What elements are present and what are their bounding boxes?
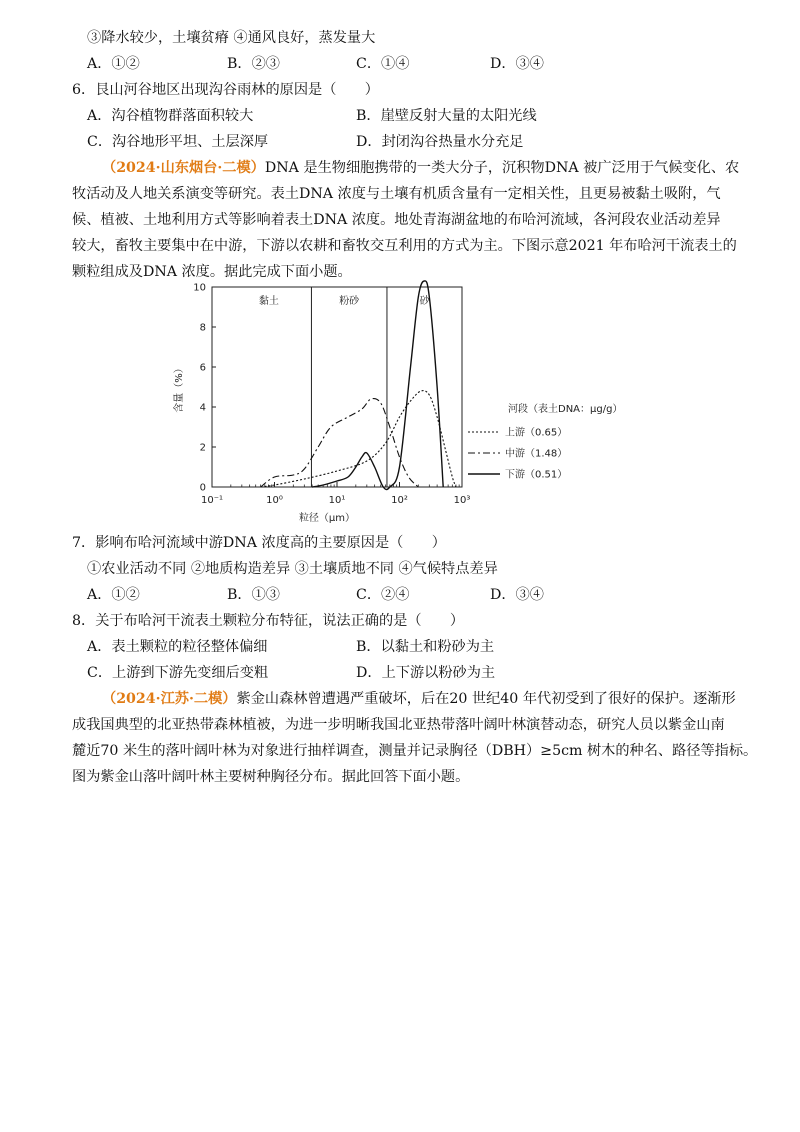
x-tick-label: 10¹ bbox=[328, 495, 346, 506]
zone-label-3: 砂 bbox=[419, 296, 430, 307]
legend-title: 河段（表土DNA：μg/g） bbox=[508, 404, 623, 415]
series-line-3 bbox=[312, 281, 443, 490]
y-tick-label: 6 bbox=[199, 362, 206, 374]
y-axis-label: 含量（%） bbox=[174, 363, 185, 413]
y-tick-label: 10 bbox=[193, 282, 206, 294]
passage2-line-1: （2024·江苏·二模）紫金山森林曾遭遇严重破坏，后在20 世纪40 年代初受到了很好的保护。逐渐形 bbox=[102, 691, 736, 707]
x-tick-label: 10³ bbox=[453, 495, 471, 506]
passage2-line-2: 成我国典型的北亚热带森林植被，为进一步明晰我国北亚热带落叶阔叶林演替动态，研究人员以紫金山南 bbox=[72, 717, 725, 733]
q6-stem: 6．艮山河谷地区出现沟谷雨林的原因是（ ） bbox=[72, 82, 379, 98]
series-line-1 bbox=[261, 391, 456, 487]
chart-axes bbox=[172, 283, 470, 525]
y-tick-label: 8 bbox=[199, 322, 206, 334]
chart-legend bbox=[468, 402, 622, 481]
zone-label-2: 粉砂 bbox=[339, 296, 360, 307]
x-tick-label: 10⁻¹ bbox=[200, 495, 224, 506]
passage2-source: （2024·江苏·二模） bbox=[102, 691, 237, 707]
passage1-source: （2024·山东烟台·二模） bbox=[102, 160, 265, 176]
q8-option-b[interactable]: B．以黏土和粉砂为主 bbox=[356, 639, 495, 655]
y-tick-label: 4 bbox=[199, 402, 206, 414]
q5-option-b[interactable]: B．②③ bbox=[227, 56, 280, 72]
grain-size-chart bbox=[0, 0, 800, 540]
q8-stem: 8．关于布哈河干流表土颗粒分布特征，说法正确的是（ ） bbox=[72, 613, 465, 629]
q7-option-c[interactable]: C．②④ bbox=[356, 587, 410, 603]
q6-option-a[interactable]: A．沟谷植物群落面积较大 bbox=[87, 108, 254, 124]
legend-entry-3: 下游（0.51） bbox=[505, 469, 568, 481]
q6-option-c[interactable]: C．沟谷地形平坦、土层深厚 bbox=[87, 134, 269, 150]
passage1-line-3: 候、植被、土地利用方式等影响着表土DNA 浓度。地处青海湖盆地的布哈河流域，各河段农业活动差异 bbox=[72, 212, 721, 228]
zone-label-1: 黏土 bbox=[258, 296, 279, 307]
q5-option-c[interactable]: C．①④ bbox=[356, 56, 410, 72]
plot-frame bbox=[212, 287, 462, 487]
q7-sub-statements: ①农业活动不同 ②地质构造差异 ③土壤质地不同 ④气候特点差异 bbox=[87, 561, 498, 577]
series-line-2 bbox=[261, 399, 419, 487]
passage1-line-2: 牧活动及人地关系演变等研究。表土DNA 浓度与土壤有机质含量有一定相关性，且更易被黏土吸附，气 bbox=[72, 186, 721, 202]
q6-option-d[interactable]: D．封闭沟谷热量水分充足 bbox=[356, 134, 524, 150]
passage2-line-3: 麓近70 米生的落叶阔叶林为对象进行抽样调查，测量并记录胸径（DBH）≥5cm 树木的种名、路径等指标。 bbox=[72, 743, 758, 759]
y-tick-label: 0 bbox=[199, 482, 206, 494]
legend-entry-2: 中游（1.48） bbox=[505, 448, 568, 460]
q5-option-a[interactable]: A．①② bbox=[87, 56, 140, 72]
x-tick-label: 10⁰ bbox=[266, 495, 283, 506]
passage1-line-4: 较大，畜牧主要集中在中游，下游以农耕和畜牧交互利用的方式为主。下图示意2021 年布哈河干流表土的 bbox=[72, 238, 737, 254]
q7-option-a[interactable]: A．①② bbox=[87, 587, 140, 603]
q7-option-d[interactable]: D．③④ bbox=[490, 587, 544, 603]
q7-option-b[interactable]: B．①③ bbox=[227, 587, 280, 603]
chart-series bbox=[258, 281, 456, 490]
passage1-line-1: （2024·山东烟台·二模）DNA 是生物细胞携带的一类大分子，沉积物DNA 被广泛用于气候变化、农 bbox=[102, 160, 740, 176]
y-tick-label: 2 bbox=[199, 442, 206, 454]
q8-option-a[interactable]: A．表土颗粒的粒径整体偏细 bbox=[87, 639, 268, 655]
passage1-line-5: 颗粒组成及DNA 浓度。据此完成下面小题。 bbox=[72, 264, 352, 280]
x-axis-label: 粒径（μm） bbox=[298, 513, 356, 524]
passage2-line-4: 图为紫金山落叶阔叶林主要树种胸径分布。据此回答下面小题。 bbox=[72, 769, 470, 785]
q8-option-d[interactable]: D．上下游以粉砂为主 bbox=[356, 665, 496, 681]
x-tick-label: 10² bbox=[391, 495, 408, 506]
legend-entry-1: 上游（0.65） bbox=[505, 427, 568, 439]
q5-option-d[interactable]: D．③④ bbox=[490, 56, 544, 72]
q7-stem: 7．影响布哈河流域中游DNA 浓度高的主要原因是（ ） bbox=[72, 535, 446, 551]
q5-sub-statements: ③降水较少，土壤贫瘠 ④通风良好，蒸发量大 bbox=[87, 30, 376, 46]
q8-option-c[interactable]: C．上游到下游先变细后变粗 bbox=[87, 665, 269, 681]
q6-option-b[interactable]: B．崖壁反射大量的太阳光线 bbox=[356, 108, 537, 124]
